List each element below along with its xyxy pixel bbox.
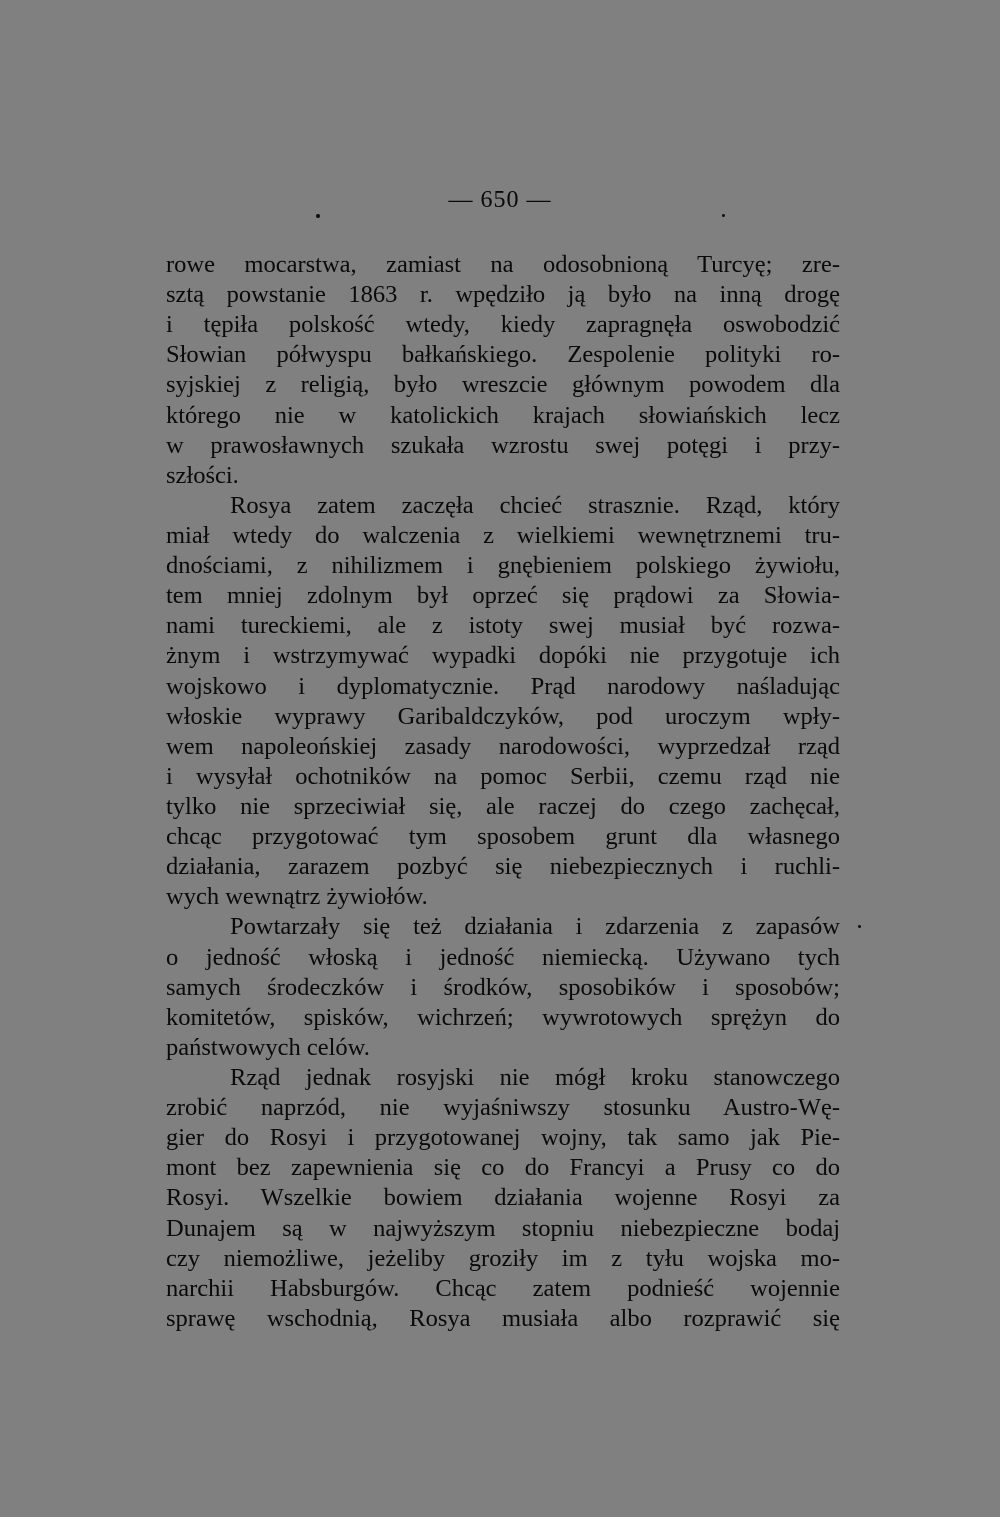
print-speck [858, 925, 861, 928]
print-speck [316, 214, 320, 218]
text-line: wojskowo i dyplomatycznie. Prąd narodowy naśladując [166, 672, 840, 700]
text-line: syjskiej z religią, było wreszcie głównym powodem dla [166, 371, 840, 399]
text-line: szłości. [166, 461, 239, 489]
text-line: miał wtedy do walczenia z wielkiemi wewnętrznemi tru- [166, 521, 840, 549]
page-number: — 650 — [448, 187, 552, 213]
text-line: wem napoleońskiej zasady narodowości, wyprzedzał rząd [166, 732, 840, 760]
text-line: działania, zarazem pozbyć się niebezpiecznych i ruchli- [166, 853, 840, 881]
text-line: zrobić naprzód, nie wyjaśniwszy stosunku Austro-Wę- [166, 1094, 840, 1122]
text-line: państwowych celów. [166, 1033, 370, 1061]
text-line: nami tureckiemi, ale z istoty swej musiał być rozwa- [166, 612, 840, 640]
text-line: dnościami, z nihilizmem i gnębieniem polskiego żywiołu, [166, 552, 840, 580]
body-text [166, 250, 840, 1334]
print-speck [722, 214, 725, 217]
text-line: którego nie w katolickich krajach słowiańskich lecz [166, 401, 840, 429]
text-line: tem mniej zdolnym był oprzeć się prądowi za Słowia- [166, 582, 840, 610]
text-line: Rząd jednak rosyjski nie mógł kroku stanowczego [230, 1063, 840, 1091]
text-line: o jedność włoską i jedność niemiecką. Używano tych [166, 943, 840, 971]
text-line: żnym i wstrzymywać wypadki dopóki nie przygotuje ich [166, 642, 840, 670]
text-line: i tępiła polskość wtedy, kiedy zapragnęła oswobodzić [166, 311, 840, 339]
text-line: gier do Rosyi i przygotowanej wojny, tak samo jak Pie- [166, 1124, 840, 1152]
text-line: komitetów, spisków, wichrzeń; wywrotowych sprężyn do [166, 1003, 840, 1031]
text-line: Słowian półwyspu bałkańskiego. Zespolenie polityki ro- [166, 341, 840, 369]
text-line: czy niemożliwe, jeżeliby groziły im z tyłu wojska mo- [166, 1244, 840, 1272]
text-line: chcąc przygotować tym sposobem grunt dla własnego [166, 823, 840, 851]
text-line: Dunajem są w najwyższym stopniu niebezpieczne bodaj [166, 1214, 840, 1242]
text-line: samych środeczków i środków, sposobików i sposobów; [166, 973, 840, 1001]
text-line: i wysyłał ochotników na pomoc Serbii, czemu rząd nie [166, 762, 840, 790]
text-line: sprawę wschodnią, Rosya musiała albo rozprawić się [166, 1304, 840, 1332]
text-line: rowe mocarstwa, zamiast na odosobnioną Turcyę; zre- [166, 251, 840, 278]
text-line: włoskie wyprawy Garibaldczyków, pod uroczym wpły- [166, 702, 840, 730]
text-line: Rosyi. Wszelkie bowiem działania wojenne Rosyi za [166, 1184, 840, 1212]
text-line: Rosya zatem zaczęła chcieć strasznie. Rząd, który [230, 491, 840, 519]
text-line: sztą powstanie 1863 r. wpędziło ją było na inną drogę [166, 281, 840, 309]
text-line: Powtarzały się też działania i zdarzenia z zapasów [230, 913, 840, 941]
text-line: w prawosławnych szukała wzrostu swej potęgi i przy- [166, 431, 840, 459]
text-line: mont bez zapewnienia się co do Francyi a Prusy co do [166, 1154, 840, 1182]
text-line: wych wewnątrz żywiołów. [166, 883, 428, 911]
text-line: tylko nie sprzeciwiał się, ale raczej do czego zachęcał, [166, 792, 840, 820]
text-line: narchii Habsburgów. Chcąc zatem podnieść wojennie [166, 1274, 840, 1302]
